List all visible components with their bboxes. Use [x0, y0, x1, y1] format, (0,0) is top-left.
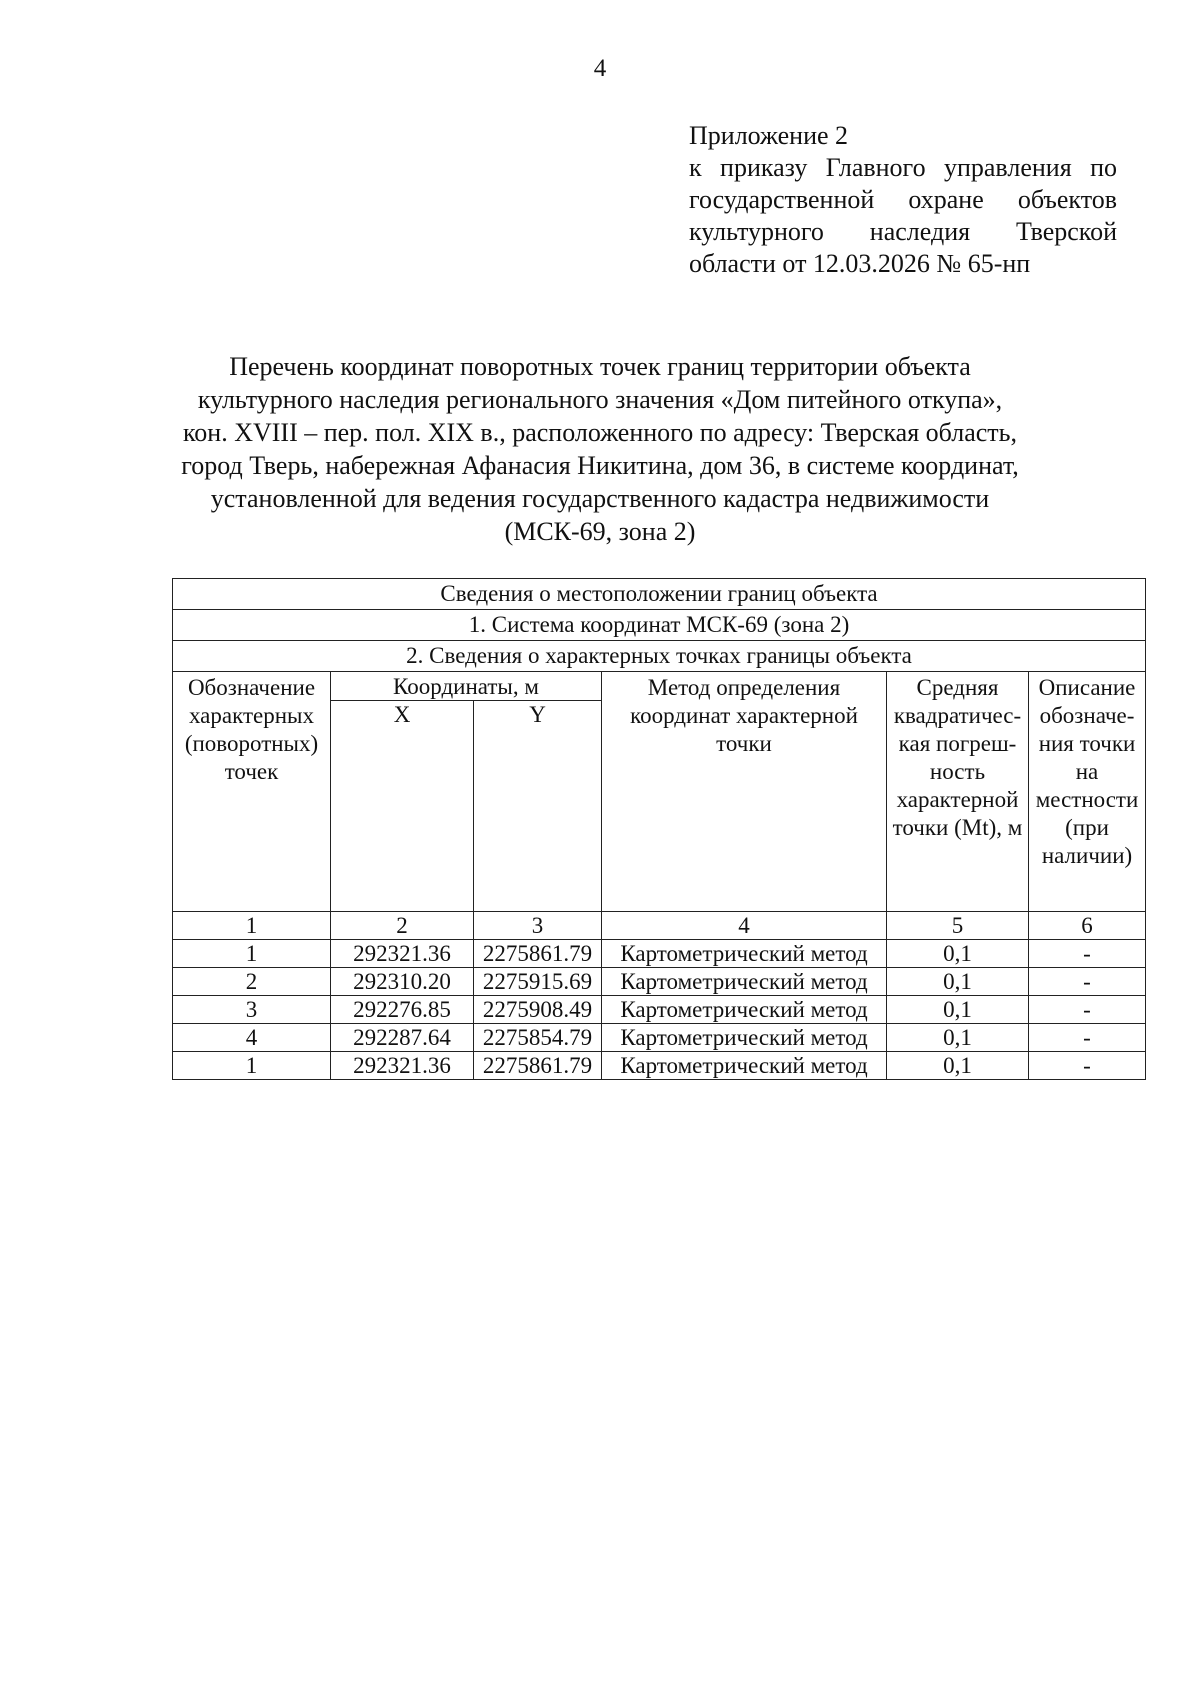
cell-point: 1: [173, 1052, 331, 1080]
cell-error: 0,1: [887, 940, 1029, 968]
appendix-block: [689, 120, 1117, 280]
header-x: X: [331, 701, 474, 912]
heading-line: кон. XVIII – пер. пол. XIX в., расположенного по адресу: Тверская область,: [182, 418, 1018, 447]
coordinates-table: [172, 578, 1146, 1080]
column-number: 1: [173, 912, 331, 940]
table-row: [173, 996, 1146, 1024]
heading-line: (МСК-69, зона 2): [504, 517, 696, 546]
heading-line: Перечень координат поворотных точек границ территории объекта: [229, 352, 971, 381]
cell-y: 2275908.49: [474, 996, 602, 1024]
column-number: 3: [474, 912, 602, 940]
page-number: 4: [593, 55, 607, 82]
points-title: 2. Сведения о характерных точках границы объекта: [173, 641, 1146, 672]
cell-y: 2275861.79: [474, 1052, 602, 1080]
header-coordinates: Координаты, м: [331, 672, 602, 701]
cell-x: 292321.36: [331, 940, 474, 968]
heading-line: установленной для ведения государственного кадастра недвижимости: [210, 484, 990, 513]
cell-point: 4: [173, 1024, 331, 1052]
appendix-title: Приложение 2: [689, 121, 849, 150]
cell-description: -: [1029, 1024, 1146, 1052]
column-number: 2: [331, 912, 474, 940]
cell-method: Картометрический метод: [602, 1024, 887, 1052]
system-title: 1. Система координат МСК-69 (зона 2): [173, 610, 1146, 641]
heading-line: культурного наследия регионального значения «Дом питейного откупа»,: [197, 385, 1003, 414]
cell-error: 0,1: [887, 968, 1029, 996]
header-error: Средняя квадратичес-кая погреш-ность характерной точки (Mt), м: [887, 672, 1029, 912]
column-number: 6: [1029, 912, 1146, 940]
column-number: 5: [887, 912, 1029, 940]
cell-y: 2275915.69: [474, 968, 602, 996]
header-y: Y: [474, 701, 602, 912]
appendix-text: к приказу Главного управления по государственной охране объектов культурного наследия Тверской области от 12.03.2026 № 65-нп: [689, 153, 1117, 278]
cell-description: -: [1029, 968, 1146, 996]
cell-point: 2: [173, 968, 331, 996]
cell-point: 1: [173, 940, 331, 968]
header-method: Метод определения координат характерной точки: [602, 672, 887, 912]
cell-x: 292310.20: [331, 968, 474, 996]
cell-error: 0,1: [887, 1024, 1029, 1052]
cell-description: -: [1029, 940, 1146, 968]
cell-y: 2275854.79: [474, 1024, 602, 1052]
cell-y: 2275861.79: [474, 940, 602, 968]
cell-description: -: [1029, 996, 1146, 1024]
cell-error: 0,1: [887, 996, 1029, 1024]
section-title: Сведения о местоположении границ объекта: [173, 579, 1146, 610]
cell-method: Картометрический метод: [602, 1052, 887, 1080]
cell-method: Картометрический метод: [602, 968, 887, 996]
cell-method: Картометрический метод: [602, 996, 887, 1024]
cell-x: 292321.36: [331, 1052, 474, 1080]
header-description: Описание обозначе-ния точки на местности (при наличии): [1029, 672, 1146, 912]
table-row: [173, 940, 1146, 968]
cell-x: 292287.64: [331, 1024, 474, 1052]
document-heading: [150, 350, 1050, 548]
cell-description: -: [1029, 1052, 1146, 1080]
cell-method: Картометрический метод: [602, 940, 887, 968]
column-number: 4: [602, 912, 887, 940]
header-designation: Обозначение характерных (поворотных) точек: [173, 672, 331, 912]
cell-point: 3: [173, 996, 331, 1024]
heading-line: город Тверь, набережная Афанасия Никитина, дом 36, в системе координат,: [181, 451, 1019, 480]
cell-error: 0,1: [887, 1052, 1029, 1080]
table-row: [173, 968, 1146, 996]
table-row: [173, 1024, 1146, 1052]
table-row: [173, 1052, 1146, 1080]
cell-x: 292276.85: [331, 996, 474, 1024]
